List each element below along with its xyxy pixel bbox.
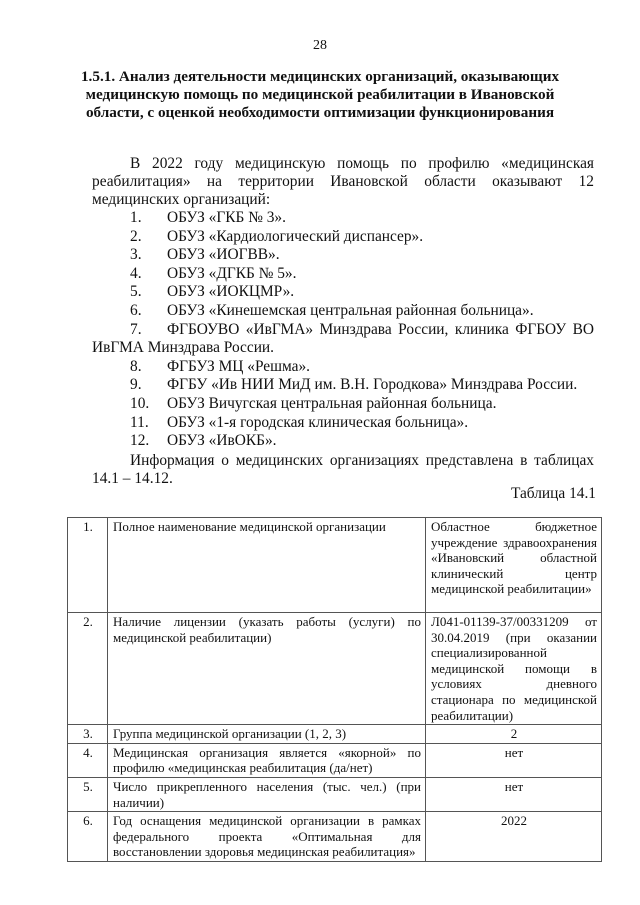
row-parameter: Полное наименование медицинской организации	[108, 518, 426, 613]
list-item	[92, 395, 594, 414]
list-item	[92, 209, 594, 228]
table-caption: Таблица 14.1	[510, 485, 596, 502]
table-row	[68, 518, 602, 613]
row-value: 2022	[426, 812, 602, 862]
list-item-text: ФГБУЗ МЦ «Решма».	[167, 357, 310, 375]
list-item-text: ФГБУ «Ив НИИ МиД им. В.Н. Городкова» Минздрава России.	[167, 376, 578, 394]
row-value: нет	[426, 743, 602, 777]
list-item	[92, 246, 594, 265]
table-row	[68, 743, 602, 777]
row-number: 3.	[68, 725, 108, 744]
table-row	[68, 613, 602, 725]
list-item	[92, 283, 594, 302]
list-item	[92, 376, 594, 395]
organization-info-table	[67, 517, 602, 862]
page-number: 28	[313, 38, 327, 53]
list-item	[92, 358, 594, 377]
row-value: Областное бюджетное учреждение здравоохранения «Ивановский областной клинический центр медицинской реабилитации»	[426, 518, 602, 613]
list-item	[92, 228, 594, 247]
section-heading: 1.5.1. Анализ деятельности медицинских организаций, оказывающих медицинскую помощь по медицинской реабилитации в Ивановской области, с оценкой необходимости оптимизации функционирования	[80, 68, 560, 121]
list-item-number: 1.	[130, 209, 142, 226]
list-item	[92, 321, 594, 340]
list-item-text: ОБУЗ «ИОГВВ».	[167, 246, 280, 264]
table-row	[68, 725, 602, 744]
row-parameter: Число прикрепленного населения (тыс. чел.) (при наличии)	[108, 777, 426, 811]
table-row	[68, 777, 602, 811]
list-item-number: 8.	[130, 357, 142, 375]
list-item-number: 11.	[130, 413, 149, 431]
list-item	[92, 414, 594, 433]
info-paragraph-text: Информация о медицинских организациях представлена в таблицах 14.1 – 14.12.	[92, 452, 594, 487]
list-item-text: ОБУЗ «Кардиологический диспансер».	[167, 227, 424, 245]
list-item-continuation: ИвГМА Минздрава России.	[92, 339, 275, 357]
list-item-text: ОБУЗ «ИвОКБ».	[167, 432, 277, 450]
intro-paragraph	[92, 155, 594, 209]
list-item-number: 2.	[130, 227, 142, 245]
row-parameter: Год оснащения медицинской организации в рамках федерального проекта «Оптимальная для восстановлении здоровья медицинская реабилитация»	[108, 812, 426, 862]
table-row	[68, 812, 602, 862]
list-item-text: ОБУЗ «ДГКБ № 5».	[167, 264, 297, 282]
list-item-text: ОБУЗ Вичугская центральная районная больница.	[167, 394, 497, 412]
list-item-number: 10.	[130, 394, 150, 412]
row-number: 5.	[68, 777, 108, 811]
info-paragraph	[92, 452, 594, 488]
list-item-number: 3.	[130, 246, 142, 264]
list-item-text: ОБУЗ «1-я городская клиническая больница».	[167, 413, 469, 431]
list-item-number: 5.	[130, 283, 142, 301]
row-number: 1.	[68, 518, 108, 613]
list-item	[92, 432, 594, 451]
organizations-list	[92, 209, 594, 451]
row-value: нет	[426, 777, 602, 811]
row-parameter: Группа медицинской организации (1, 2, 3)	[108, 725, 426, 744]
list-item-number: 7.	[130, 320, 142, 338]
list-item-number: 6.	[130, 301, 142, 319]
row-value: Л041-01139-37/00331209 от 30.04.2019 (при оказании специализированной медицинской помощи в условиях дневного стационара по медицинской реабилитации)	[426, 613, 602, 725]
row-value: 2	[426, 725, 602, 744]
row-number: 2.	[68, 613, 108, 725]
row-number: 4.	[68, 743, 108, 777]
row-parameter: Медицинская организация является «якорной» по профилю «медицинская реабилитация (да/нет)	[108, 743, 426, 777]
list-item-number: 4.	[130, 264, 142, 282]
row-number: 6.	[68, 812, 108, 862]
list-item	[92, 265, 594, 284]
list-item-number: 12.	[130, 432, 150, 450]
row-parameter: Наличие лицензии (указать работы (услуги) по медицинской реабилитации)	[108, 613, 426, 725]
list-item-text: ОБУЗ «Кинешемская центральная районная больница».	[167, 301, 534, 319]
list-item	[92, 302, 594, 321]
list-item-text: ФГБОУВО «ИвГМА» Минздрава России, клиника ФГБОУ ВО	[167, 320, 594, 338]
list-item-text: ОБУЗ «ИОКЦМР».	[167, 283, 295, 301]
list-item-text: ОБУЗ «ГКБ № 3».	[167, 209, 286, 226]
list-item-number: 9.	[130, 376, 142, 394]
intro-paragraph-text: В 2022 году медицинскую помощь по профилю «медицинская реабилитация» на территории Ивановской области оказывают 12 медицинских организаций:	[92, 155, 594, 208]
